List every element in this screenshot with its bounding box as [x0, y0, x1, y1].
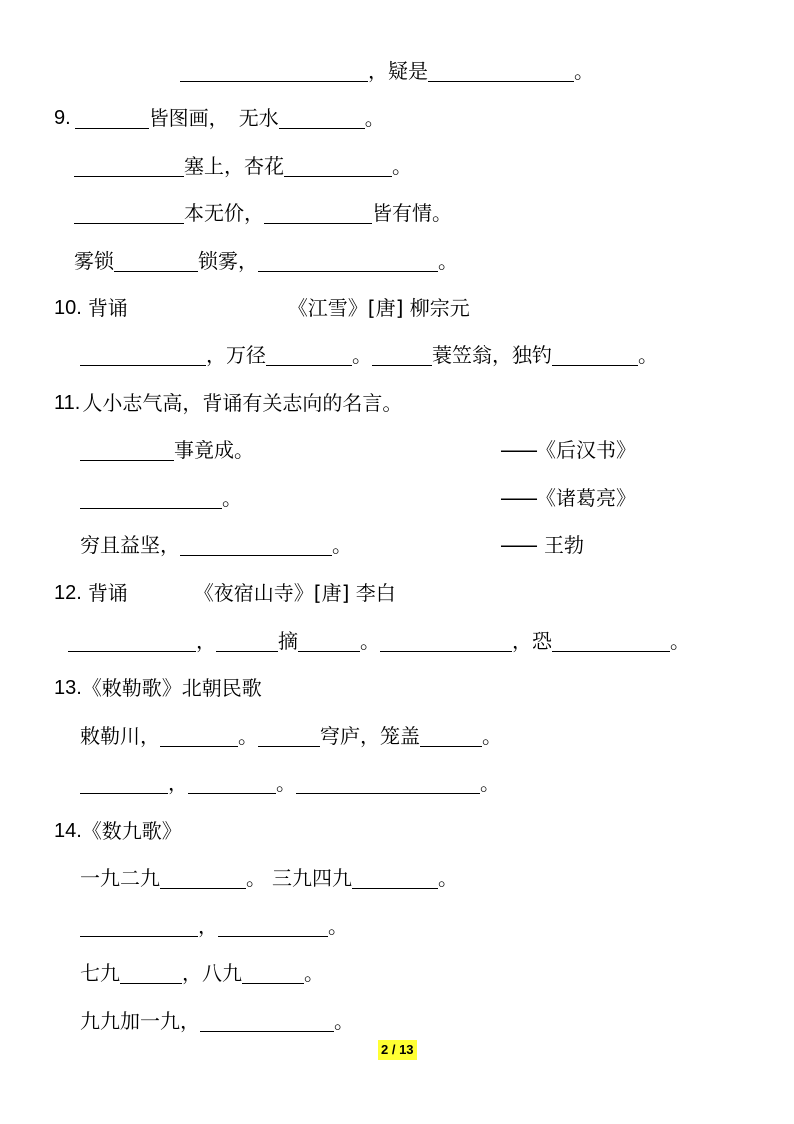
verse-text: 无水 [238, 106, 279, 130]
verse-text: 蓑笠翁，独钓 [432, 343, 552, 367]
answer-blank[interactable] [279, 106, 365, 129]
answer-blank[interactable] [188, 771, 276, 794]
question-instruction: 背诵 [87, 296, 128, 320]
q14-line-1 [80, 863, 458, 893]
source-dash: —— [500, 438, 536, 462]
verse-text: 七九 [80, 961, 120, 985]
punctuation: 。 [432, 201, 452, 225]
punctuation: 。 [438, 249, 458, 273]
question-instruction: 背诵 [87, 581, 128, 605]
punctuation: 。 [360, 629, 380, 653]
answer-blank[interactable] [264, 201, 372, 224]
verse-text: 穹庐，笼盖 [320, 724, 420, 748]
answer-blank[interactable] [298, 629, 360, 652]
verse-text: 锁雾， [198, 249, 258, 273]
verse-text: 恐 [532, 629, 552, 653]
answer-blank[interactable] [160, 724, 238, 747]
q10-line-1 [80, 340, 658, 370]
answer-blank[interactable] [296, 771, 480, 794]
verse-text: 塞上，杏花 [184, 154, 284, 178]
question-instruction: 人小志气高，背诵有关志向的名言。 [82, 391, 403, 415]
answer-blank[interactable] [80, 343, 206, 366]
q13-heading [54, 673, 262, 703]
verse-text: 皆有情 [372, 201, 432, 225]
punctuation: ， [196, 629, 216, 653]
answer-blank[interactable] [258, 249, 438, 272]
punctuation: 。 [438, 866, 458, 890]
punctuation: ， [512, 629, 532, 653]
q14-line-2 [80, 911, 348, 941]
question-number: 12. [54, 582, 82, 604]
answer-blank[interactable] [74, 201, 184, 224]
punctuation: 。 [246, 866, 266, 890]
punctuation: 。 [392, 154, 412, 178]
quote-source: 王勃 [544, 533, 584, 557]
verse-text: 皆图画， [148, 106, 229, 130]
answer-blank[interactable] [80, 771, 168, 794]
q12-heading [54, 578, 396, 608]
verse-text: 雾锁 [74, 249, 114, 273]
verse-text: 一九二九 [80, 866, 160, 890]
punctuation: 。 [334, 1009, 354, 1033]
verse-text: 敕勒川， [80, 724, 160, 748]
q9-line-3 [74, 198, 452, 228]
source-dash: —— [500, 533, 536, 557]
quote-text: 事竟成。 [174, 438, 254, 462]
answer-blank[interactable] [552, 343, 638, 366]
answer-blank[interactable] [242, 961, 304, 984]
question-number: 11. [54, 392, 81, 414]
punctuation: 。 [480, 771, 500, 795]
q10-heading [54, 293, 470, 323]
verse-text: 摘 [278, 629, 298, 653]
answer-blank[interactable] [120, 961, 182, 984]
q9-line-2 [74, 151, 412, 181]
q9-line-1 [54, 103, 385, 133]
punctuation: 。 [304, 961, 324, 985]
q9-line-4 [74, 246, 458, 276]
source-dash: —— [500, 486, 536, 510]
answer-blank[interactable] [420, 724, 482, 747]
answer-blank[interactable] [74, 154, 184, 177]
answer-blank[interactable] [180, 533, 332, 556]
q14-heading [54, 816, 182, 846]
answer-blank[interactable] [80, 486, 222, 509]
punctuation: 。 [222, 486, 242, 510]
question-number: 9. [54, 107, 71, 129]
q11-source-2 [500, 483, 636, 513]
q14-line-4 [80, 1006, 354, 1036]
verse-text: ，万径 [206, 343, 266, 367]
quote-text: 穷且益坚， [80, 533, 180, 557]
answer-blank[interactable] [372, 343, 432, 366]
verse-text: 九九加一九， [80, 1009, 200, 1033]
answer-blank[interactable] [200, 1009, 334, 1032]
answer-blank[interactable] [75, 106, 149, 129]
answer-blank[interactable] [80, 914, 198, 937]
verse-text: ，疑是 [368, 59, 428, 83]
answer-blank[interactable] [552, 629, 670, 652]
poem-title: 《数九歌》 [81, 819, 182, 843]
q11-source-1 [500, 435, 636, 465]
answer-blank[interactable] [428, 59, 574, 82]
punctuation: 。 [638, 343, 658, 367]
punctuation: 。 [332, 533, 352, 557]
answer-blank[interactable] [80, 438, 174, 461]
punctuation: 。 [670, 629, 690, 653]
q8-tail-line [180, 56, 594, 86]
question-number: 13. [54, 677, 82, 699]
punctuation: 。 [574, 59, 594, 83]
q14-line-3 [80, 958, 324, 988]
punctuation: ， [168, 771, 188, 795]
q11-line-1 [80, 435, 254, 465]
answer-blank[interactable] [258, 724, 320, 747]
answer-blank[interactable] [180, 59, 368, 82]
poem-title: 《夜宿山寺》[唐] 李白 [193, 581, 396, 605]
poem-title: 《江雪》[唐] 柳宗元 [287, 296, 470, 320]
q13-line-2 [80, 768, 500, 798]
q11-source-3 [500, 530, 584, 560]
answer-blank[interactable] [266, 343, 352, 366]
q11-line-2 [80, 483, 242, 513]
answer-blank[interactable] [380, 629, 512, 652]
poem-title: 《敕勒歌》北朝民歌 [81, 676, 262, 700]
answer-blank[interactable] [68, 629, 196, 652]
answer-blank[interactable] [160, 866, 246, 889]
verse-text: 本无价， [184, 201, 264, 225]
q11-heading [54, 388, 402, 418]
answer-blank[interactable] [216, 629, 278, 652]
question-number: 14. [54, 820, 82, 842]
punctuation: ， [198, 914, 218, 938]
punctuation: 。 [352, 343, 372, 367]
verse-text: 三九四九 [272, 866, 352, 890]
quote-source: 《后汉书》 [536, 438, 636, 462]
punctuation: 。 [276, 771, 296, 795]
punctuation: 。 [328, 914, 348, 938]
question-number: 10. [54, 297, 82, 319]
q12-line-1 [68, 626, 690, 656]
q11-line-3 [80, 530, 352, 560]
answer-blank[interactable] [114, 249, 198, 272]
verse-text: ，八九 [182, 961, 242, 985]
punctuation: 。 [482, 724, 502, 748]
punctuation: 。 [238, 724, 258, 748]
page-number-badge: 2 / 13 [378, 1040, 417, 1060]
answer-blank[interactable] [218, 914, 328, 937]
answer-blank[interactable] [284, 154, 392, 177]
punctuation: 。 [364, 106, 385, 130]
answer-blank[interactable] [352, 866, 438, 889]
q13-line-1 [80, 721, 502, 751]
quote-source: 《诸葛亮》 [536, 486, 636, 510]
